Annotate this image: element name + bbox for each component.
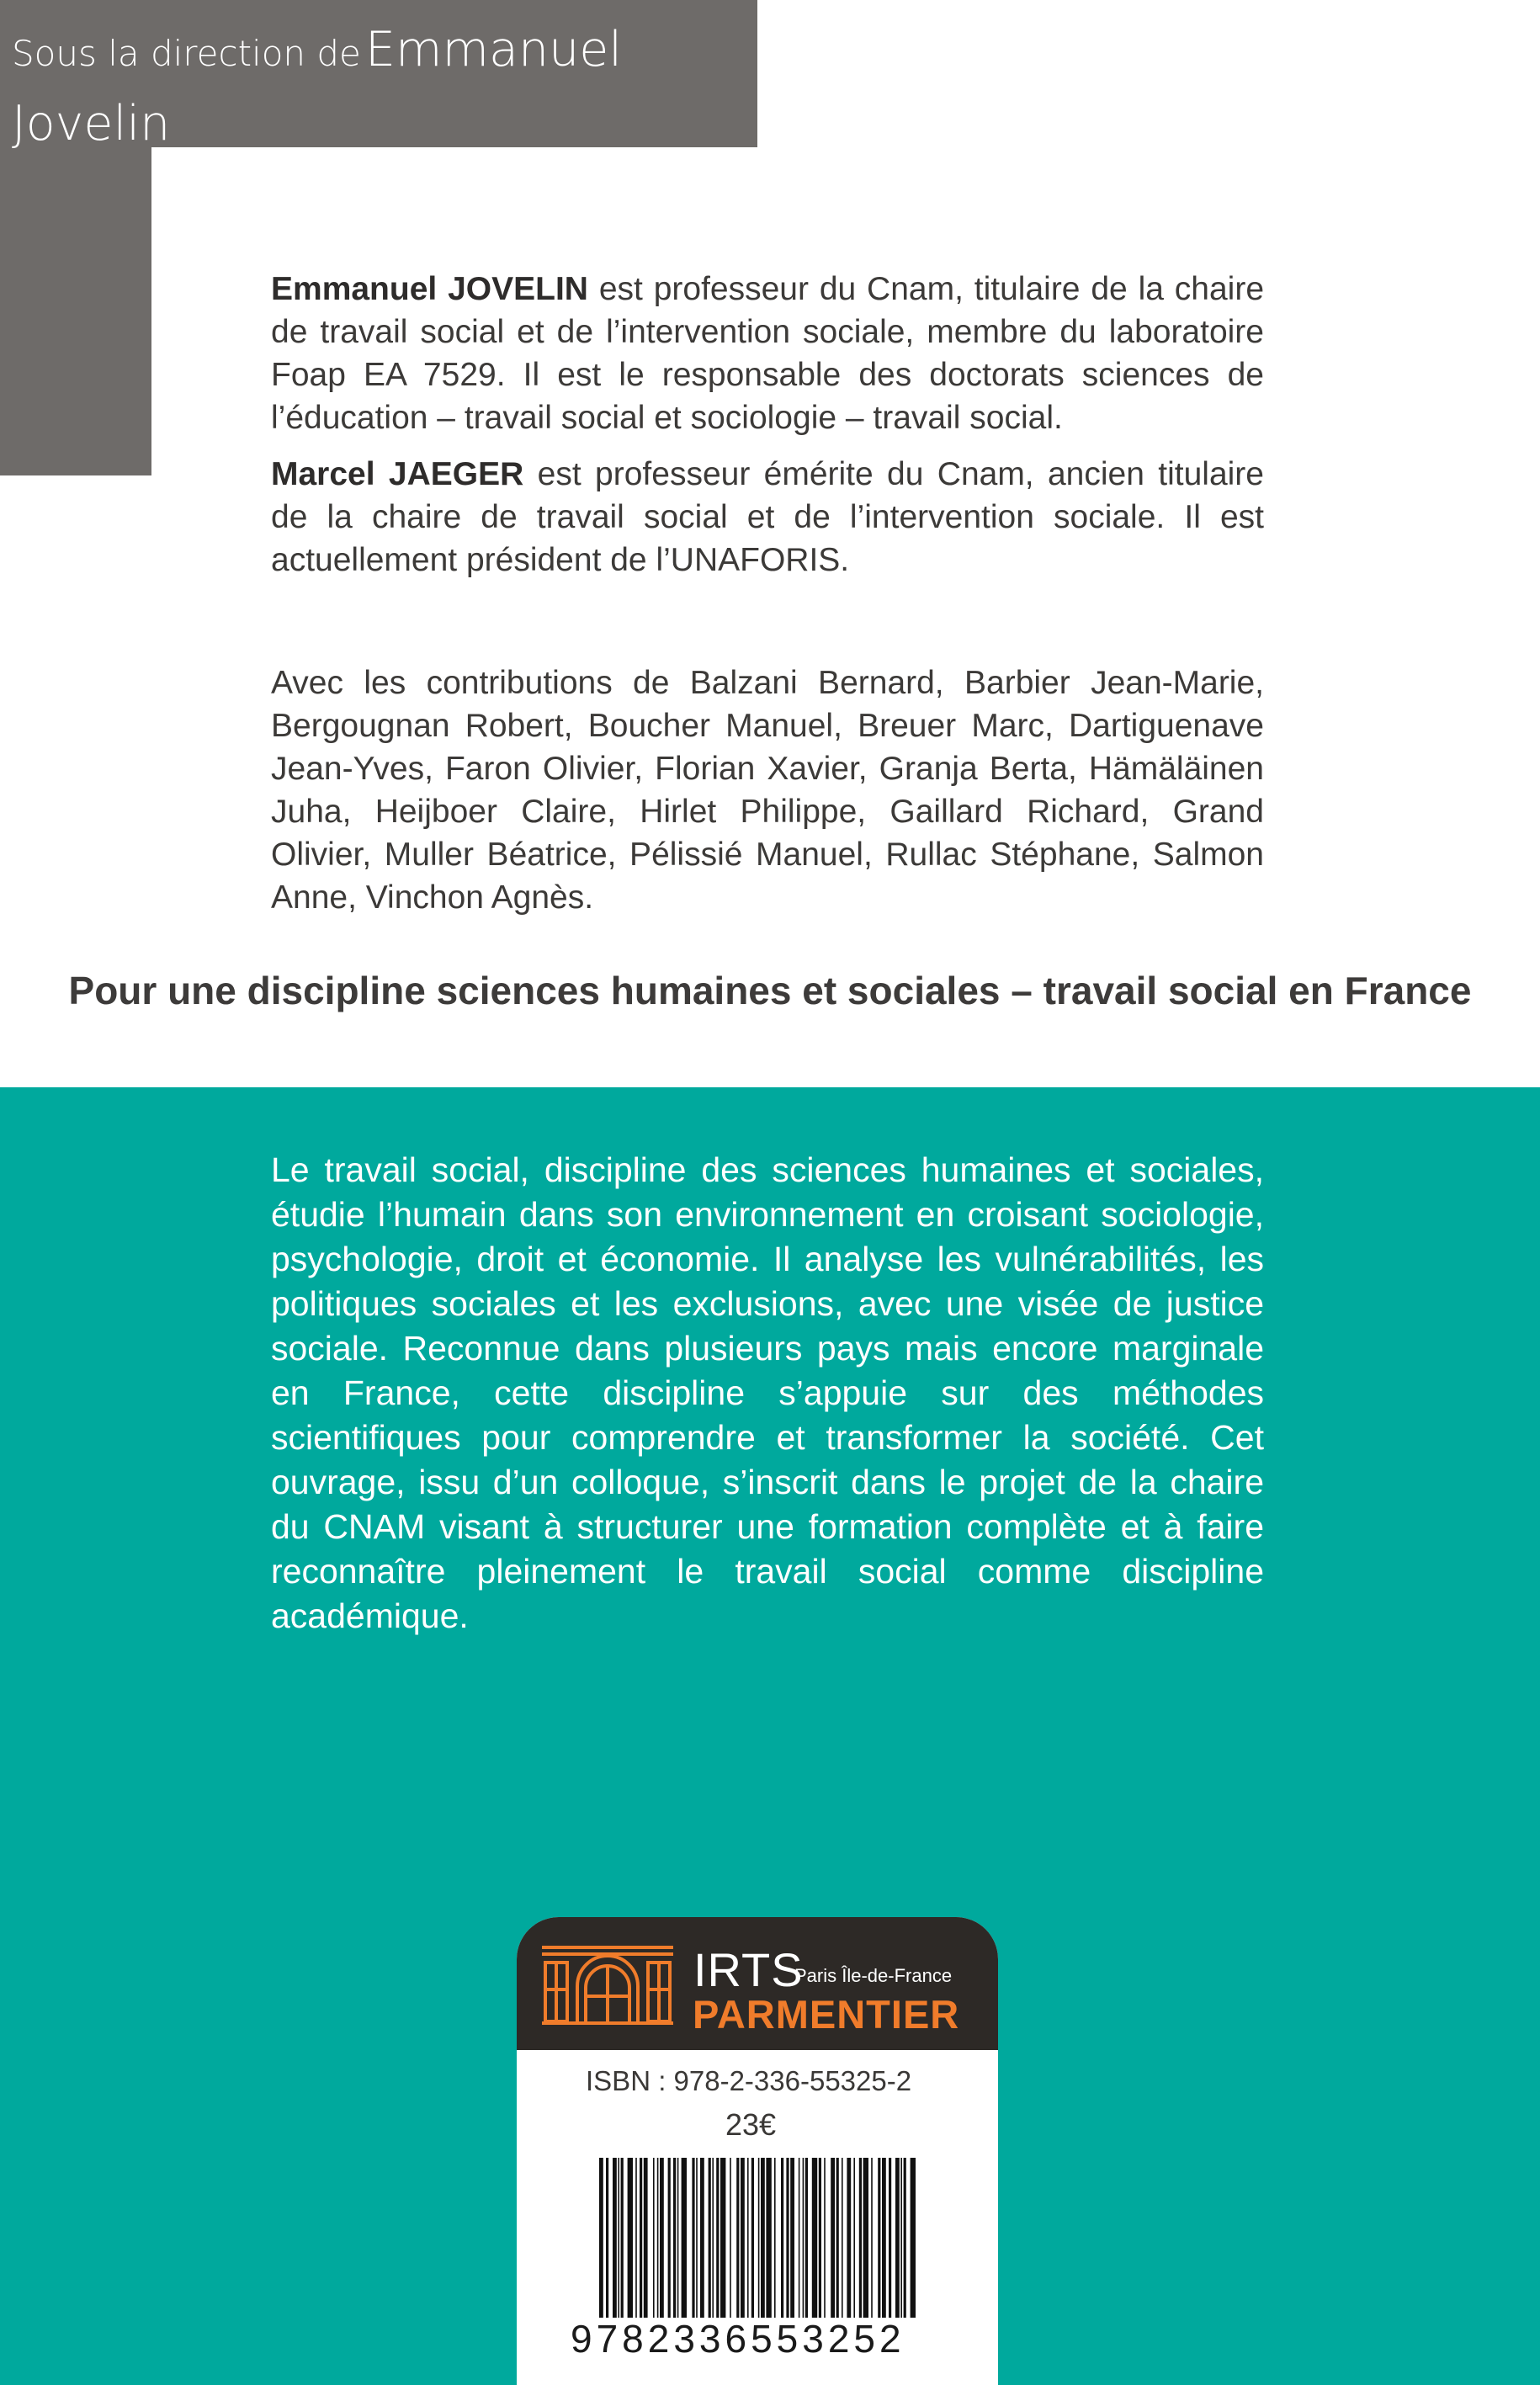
irts-logo [517, 1917, 998, 2050]
ean-barcode [599, 2158, 916, 2318]
isbn-number: ISBN : 978-2-336-55325-2 [586, 2065, 912, 2096]
barcode-bar [824, 2158, 826, 2318]
barcode-bar [836, 2158, 839, 2318]
barcode-bar [900, 2158, 902, 2318]
bio-name: Emmanuel JOVELIN [271, 271, 588, 307]
barcode-bar [712, 2158, 714, 2318]
barcode-bar [904, 2158, 906, 2318]
barcode-bar [677, 2158, 679, 2318]
barcode-bar [819, 2158, 821, 2318]
barcode-bar [812, 2158, 817, 2318]
barcode-bar [668, 2158, 671, 2318]
bio-jovelin [271, 268, 1264, 439]
barcode-bar [606, 2158, 608, 2318]
barcode-bar [882, 2158, 886, 2318]
barcode-bar [709, 2158, 711, 2318]
barcode-bar [621, 2158, 624, 2318]
barcode-bar [842, 2158, 843, 2318]
editor-1-name: Emmanuel Jovelin [12, 22, 623, 151]
barcode-bar [660, 2158, 664, 2318]
barcode-bar [853, 2158, 855, 2318]
barcode-bar [640, 2158, 642, 2318]
barcode-bar [895, 2158, 900, 2318]
barcode-bar [781, 2158, 783, 2318]
editor-2-name: et Marcel Jaeger [352, 170, 741, 226]
building-facade-icon [540, 1942, 675, 2026]
barcode-bar [799, 2158, 800, 2318]
barcode-bar [805, 2158, 808, 2318]
editors-prefix: Sous la direction de [12, 33, 361, 74]
barcode-bar [635, 2158, 637, 2318]
barcode-bar [736, 2158, 739, 2318]
logo-parmentier-text: PARMENTIER [693, 1992, 960, 2037]
barcode-bar [831, 2158, 835, 2318]
contributors-list [271, 661, 1264, 919]
barcode-bar [859, 2158, 862, 2318]
bio-text: est professeur émérite du Cnam, ancien titulaire de la chaire de travail social et de l’intervention sociale. Il est actuellement président de l’UNAFORIS. [271, 456, 1264, 578]
barcode-bar [696, 2158, 698, 2318]
barcode-bar [644, 2158, 648, 2318]
barcode-bar [700, 2158, 704, 2318]
book-price: 23€ [725, 2107, 777, 2142]
book-subtitle: Pour une discipline sciences humaines et sociales – travail social en France [68, 969, 1472, 1012]
barcode-digits: 9782336553252 [571, 2317, 905, 2361]
barcode-bar [716, 2158, 719, 2318]
barcode-bar [657, 2158, 659, 2318]
bio-jaeger [271, 453, 1264, 582]
barcode-bar [682, 2158, 687, 2318]
barcode-bar [613, 2158, 617, 2318]
barcode-bar [730, 2158, 731, 2318]
barcode-bar [628, 2158, 633, 2318]
barcode-bar [747, 2158, 749, 2318]
barcode-bar [803, 2158, 805, 2318]
barcode-bar [790, 2158, 794, 2318]
barcode-bar [761, 2158, 765, 2318]
barcode-bar [889, 2158, 891, 2318]
contributors-text: Avec les contributions de Balzani Bernard, Barbier Jean-Marie, Bergougnan Robert, Boucher Manuel, Breuer Marc, Dartiguenave Jean-Yves, Faron Olivier, Florian Xavier, Granja Berta, Hämäläinen Juha, Heijboer Claire, Hirlet Philippe, Gaillard Richard, Grand Olivier, Muller Béatrice, Pélissié Manuel, Rullac Stéphane, Salmon Anne, Vinchon Agnès. [271, 665, 1264, 916]
barcode-bar [653, 2158, 655, 2318]
bio-text: est professeur du Cnam, titulaire de la chaire de travail social et de l’intervention sociale, membre du laboratoire Foap EA 7529. Il est le responsable des doctorats sciences de l’éducation – travail social et sociologie – travail social. [271, 271, 1265, 436]
editors-heading [12, 19, 741, 229]
barcode-bar [692, 2158, 694, 2318]
logo-irts-text: IRTS [693, 1943, 804, 1996]
barcode-bar [618, 2158, 619, 2318]
barcode-bar [673, 2158, 676, 2318]
barcode-bar [871, 2158, 873, 2318]
barcode-bar [878, 2158, 880, 2318]
barcode-bar [758, 2158, 760, 2318]
barcode-bar [863, 2158, 868, 2318]
barcode-bar [599, 2158, 603, 2318]
barcode-bar [786, 2158, 789, 2318]
bio-name: Marcel JAEGER [271, 456, 524, 492]
barcode-bar [774, 2158, 776, 2318]
barcode-bar [847, 2158, 851, 2318]
book-summary: Le travail social, discipline des sciences humaines et sociales, étudie l’humain dans son environnement en croisant sociologie, psychologie, droit et économie. Il analyse les vulnérabilités, les politiques sociales et les exclusions, avec une visée de justice sociale. Reconnue dans plusieurs pays mais encore marginale en France, cette discipline s’appuie sur des méthodes scientifiques pour comprendre et transformer la société. Cet ouvrage, issu d’un colloque, s’inscrit dans le projet de la chaire du CNAM visant à structurer une formation complète et à faire reconnaître pleinement le travail social comme discipline académique. [271, 1150, 1264, 1635]
barcode-bar [720, 2158, 725, 2318]
publisher-barcode-panel [517, 1917, 998, 2385]
logo-region-text: Paris Île-de-France [794, 1965, 953, 1986]
barcode-bar [766, 2158, 771, 2318]
barcode-bar [911, 2158, 916, 2318]
barcode-bar [741, 2158, 745, 2318]
barcode-bar [751, 2158, 754, 2318]
